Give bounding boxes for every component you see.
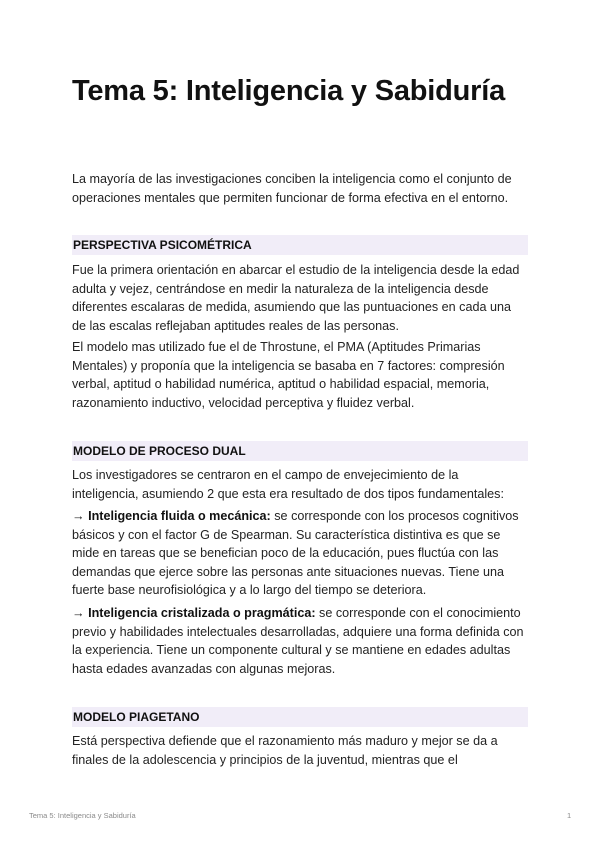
list-item-fluida	[72, 507, 528, 600]
footer-page-number: 1	[567, 811, 572, 820]
footer-title: Tema 5: Inteligencia y Sabiduría	[29, 811, 136, 820]
intro-paragraph: La mayoría de las investigaciones conciben la inteligencia como el conjunto de operaciones mentales que permiten funcionar de forma efectiva en el entorno.	[72, 172, 512, 205]
text-cristalizada: se corresponde con el conocimiento previo y habilidades intelectuales desarrolladas, adquiere una forma definida con la experiencia. Tiene un componente cultural y se mantiene en edades adultas hasta edades avanzadas con algunas mejoras.	[72, 606, 524, 676]
text-fluida: se corresponde con los procesos cognitivos básicos y con el factor G de Spearman. Su característica distintiva es que se mide en tareas que se benefician poco de la educación, pues fluctúa con las demandas que ejerce sobre las personas ante situaciones nuevas. Tiene una fuerte base neurofisiológica y a lo largo del tiempo se deteriora.	[72, 509, 519, 598]
arrow-right-icon: →	[72, 509, 85, 523]
psicometrica-paragraph-2: El modelo mas utilizado fue el de Throstune, el PMA (Aptitudes Primarias Mentales) y proponía que la inteligencia se basaba en 7 factores: compresión verbal, aptitud o habilidad numérica, aptitud o habilidad espacial, memoria, razonamiento inductivo, velocidad perceptiva y fluidez verbal.	[72, 340, 505, 410]
section-heading-psicometrica: PERSPECTIVA PSICOMÉTRICA	[72, 235, 528, 255]
term-cristalizada: Inteligencia cristalizada o pragmática:	[88, 606, 316, 620]
section-heading-piagetano: MODELO PIAGETANO	[72, 707, 528, 727]
arrow-right-icon: →	[72, 606, 85, 620]
section-heading-proceso-dual: MODELO DE PROCESO DUAL	[72, 441, 528, 461]
proceso-dual-paragraph: Los investigadores se centraron en el campo de envejecimiento de la inteligencia, asumiendo 2 que esta era resultado de dos tipos fundamentales:	[72, 468, 504, 501]
piagetano-paragraph: Está perspectiva defiende que el razonamiento más maduro y mejor se da a finales de la adolescencia y principios de la juventud, mientras que el	[72, 734, 498, 767]
list-item-cristalizada	[72, 604, 528, 678]
psicometrica-paragraph-1: Fue la primera orientación en abarcar el estudio de la inteligencia desde la edad adulta y vejez, centrándose en medir la naturaleza de la inteligencia desde diferentes escalaras de medida, asumiendo que las puntuaciones en cada una de las escalas reflejaban aptitudes reales de las personas.	[72, 263, 520, 333]
term-fluida: Inteligencia fluida o mecánica:	[88, 509, 271, 523]
page-title: Tema 5: Inteligencia y Sabiduría	[72, 75, 506, 107]
